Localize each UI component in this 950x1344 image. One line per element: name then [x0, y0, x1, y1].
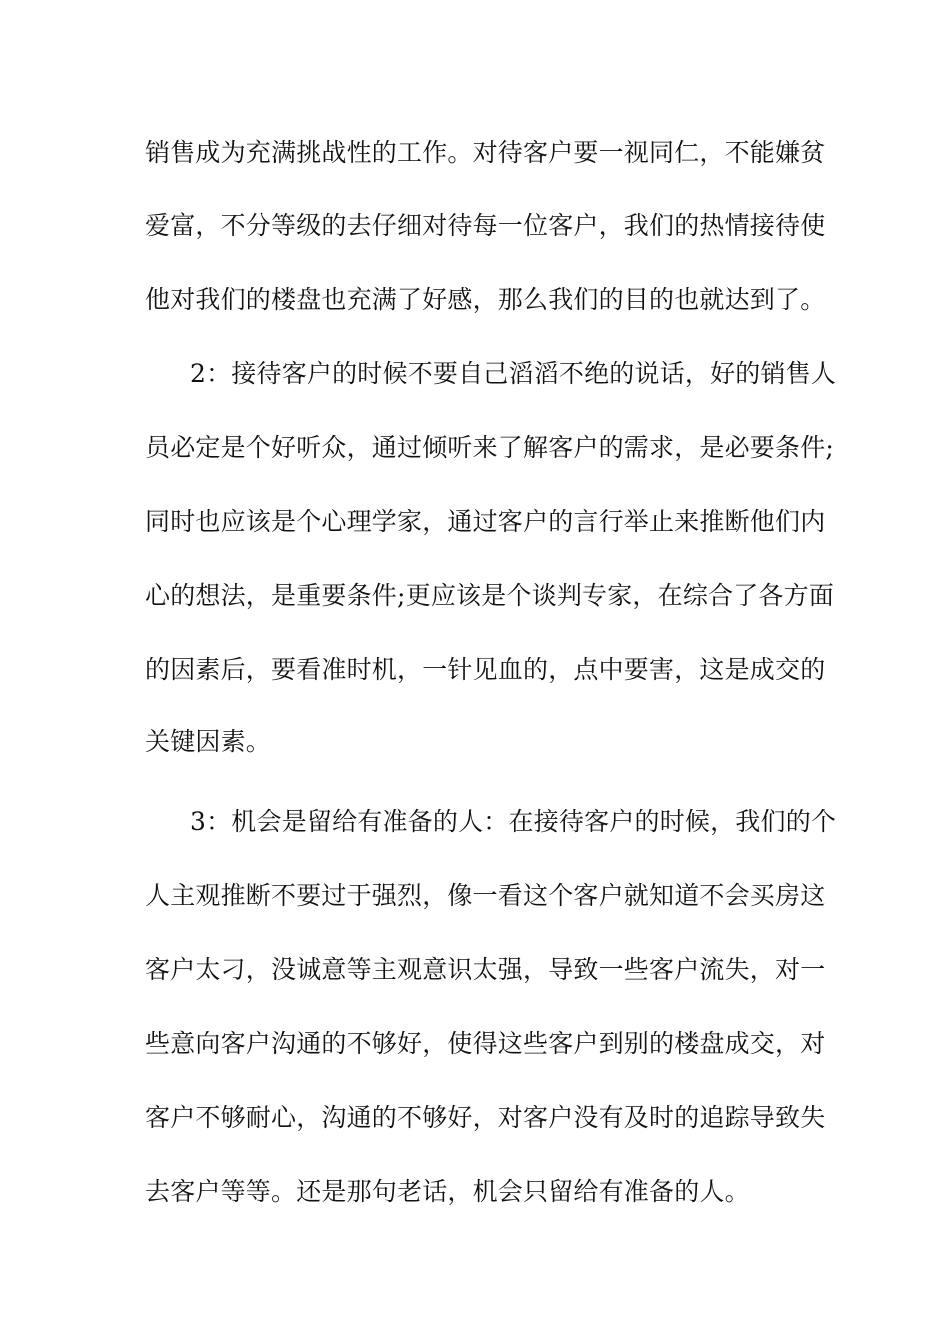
text-line-9: 关键因素。	[145, 727, 272, 756]
text-line-14: 客户不够耐心，沟通的不够好，对客户没有及时的追踪导致失	[145, 1103, 826, 1132]
text-line-8: 的因素后，要看准时机，一针见血的，点中要害，这是成交的	[145, 655, 826, 684]
text-line-11: 人主观推断不要过于强烈，像一看这个客户就知道不会买房这	[145, 881, 826, 910]
text-line-2: 爱富，不分等级的去仔细对待每一位客户，我们的热情接待使	[145, 211, 826, 240]
text-line-10-paragraph-3-start: 3：机会是留给有准备的人：在接待客户的时候，我们的个	[190, 807, 837, 836]
text-line-15: 去客户等等。还是那句老话，机会只留给有准备的人。	[145, 1177, 750, 1206]
text-line-3: 他对我们的楼盘也充满了好感，那么我们的目的也就达到了。	[145, 285, 826, 314]
text-line-13: 些意向客户沟通的不够好，使得这些客户到别的楼盘成交，对	[145, 1029, 826, 1058]
text-line-5: 员必定是个好听众，通过倾听来了解客户的需求，是必要条件;	[145, 433, 835, 462]
text-line-4-paragraph-2-start: 2：接待客户的时候不要自己滔滔不绝的说话，好的销售人	[190, 359, 837, 388]
text-line-6: 同时也应该是个心理学家，通过客户的言行举止来推断他们内	[145, 507, 826, 536]
text-line-7: 心的想法，是重要条件;更应该是个谈判专家，在综合了各方面	[145, 581, 835, 610]
text-line-1: 销售成为充满挑战性的工作。对待客户要一视同仁，不能嫌贫	[145, 138, 826, 167]
text-line-12: 客户太刁，没诚意等主观意识太强，导致一些客户流失，对一	[145, 955, 826, 984]
